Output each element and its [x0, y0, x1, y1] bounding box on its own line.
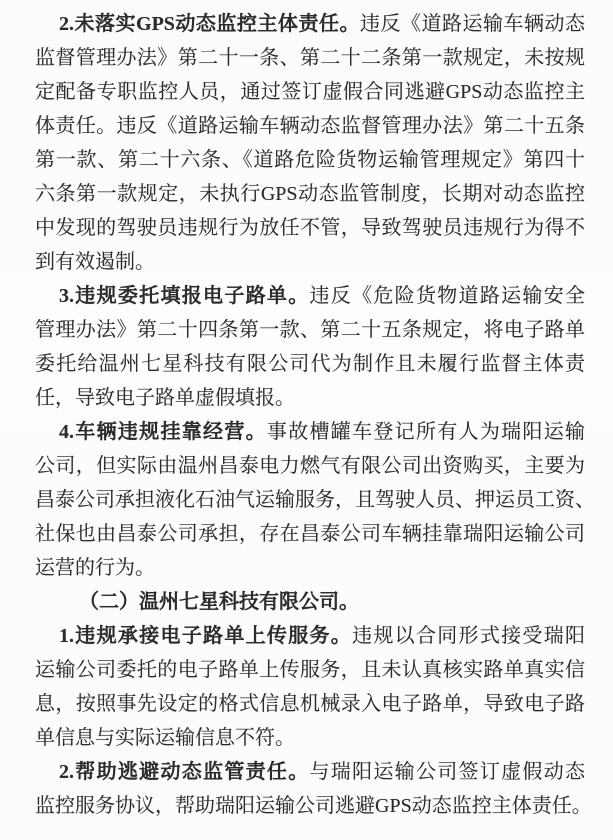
heading-segment: 3.违规委托填报电子路单。	[59, 285, 310, 307]
text-line	[35, 143, 585, 177]
text-line	[35, 483, 595, 517]
text-line	[35, 109, 585, 143]
text-line	[35, 551, 585, 585]
body-text-segment: 第一款、第二十六条、《道路危险货物运输管理规定》第四十	[35, 149, 585, 171]
heading-segment: （二）温州七星科技有限公司。	[79, 591, 359, 613]
body-text-segment: 与瑞阳运输公司签订虚假动态	[309, 761, 585, 783]
body-text-segment: 事故槽罐车登记所有人为瑞阳运输	[266, 421, 586, 443]
body-text-segment: 管理办法》第二十四条第一款、第二十五条规定，将电子路单	[35, 319, 585, 341]
text-line	[35, 279, 585, 313]
body-text-segment: 到有效遏制。	[35, 251, 155, 273]
text-line	[35, 381, 585, 415]
body-text-segment: 昌泰公司承担液化石油气运输服务，且驾驶人员、押运员工资、	[35, 489, 595, 511]
heading-segment: 1.违规承接电子路单上传服务。	[59, 625, 353, 647]
body-text-segment: 社保也由昌泰公司承担，存在昌泰公司车辆挂靠瑞阳运输公司	[35, 523, 585, 545]
heading-segment: 4.车辆违规挂靠经营。	[59, 421, 267, 443]
body-text-segment: 违规以合同形式接受瑞阳	[352, 625, 586, 647]
text-line	[35, 313, 585, 347]
text-line	[35, 619, 585, 653]
body-text-segment: 中发现的驾驶员违规行为放任不管，导致驾驶员违规行为得不	[35, 217, 585, 239]
text-line	[35, 177, 585, 211]
body-text-segment: 公司，但实际由温州昌泰电力燃气有限公司出资购买，主要为	[35, 455, 585, 477]
text-line	[35, 721, 585, 755]
text-line	[35, 211, 585, 245]
body-text-segment: 监督管理办法》第二十一条、第二十二条第一款规定，未按规	[35, 47, 585, 69]
text-line	[35, 75, 585, 109]
text-line	[35, 755, 585, 789]
text-line	[35, 7, 585, 41]
text-line	[35, 415, 585, 449]
body-text-segment: 单信息与实际运输信息不符。	[35, 727, 295, 749]
text-line	[35, 653, 585, 687]
text-line	[35, 517, 585, 551]
body-text-segment: 定配备专职监控人员，通过签订虚假合同逃避GPS动态监控主	[35, 81, 585, 103]
body-text-segment: 运输公司委托的电子路单上传服务，且未认真核实路单真实信	[35, 659, 585, 681]
body-text-segment: 息，按照事先设定的格式信息机械录入电子路单，导致电子路	[35, 693, 585, 715]
body-text-segment: 体责任。违反《道路运输车辆动态监督管理办法》第二十五条	[35, 115, 585, 137]
body-text-segment: 任，导致电子路单虚假填报。	[35, 387, 295, 409]
text-line	[35, 687, 585, 721]
text-line	[35, 789, 592, 823]
text-line	[35, 449, 585, 483]
document-body	[35, 7, 595, 823]
text-line	[35, 585, 585, 619]
text-line	[35, 41, 585, 75]
body-text-segment: 运营的行为。	[35, 557, 155, 579]
heading-segment: 2.帮助逃避动态监管责任。	[59, 761, 310, 783]
body-text-segment: 监控服务协议，帮助瑞阳运输公司逃避GPS动态监控主体责任。	[35, 795, 592, 817]
body-text-segment: 违反《危险货物道路运输安全	[309, 285, 585, 307]
heading-segment: 2.未落实GPS动态监控主体责任。	[59, 13, 360, 35]
body-text-segment: 违反《道路运输车辆动态	[359, 13, 585, 35]
body-text-segment: 六条第一款规定，未执行GPS动态监管制度，长期对动态监控	[35, 183, 585, 205]
text-line	[35, 245, 585, 279]
body-text-segment: 委托给温州七星科技有限公司代为制作且未履行监督主体责	[35, 353, 585, 375]
text-line	[35, 347, 585, 381]
